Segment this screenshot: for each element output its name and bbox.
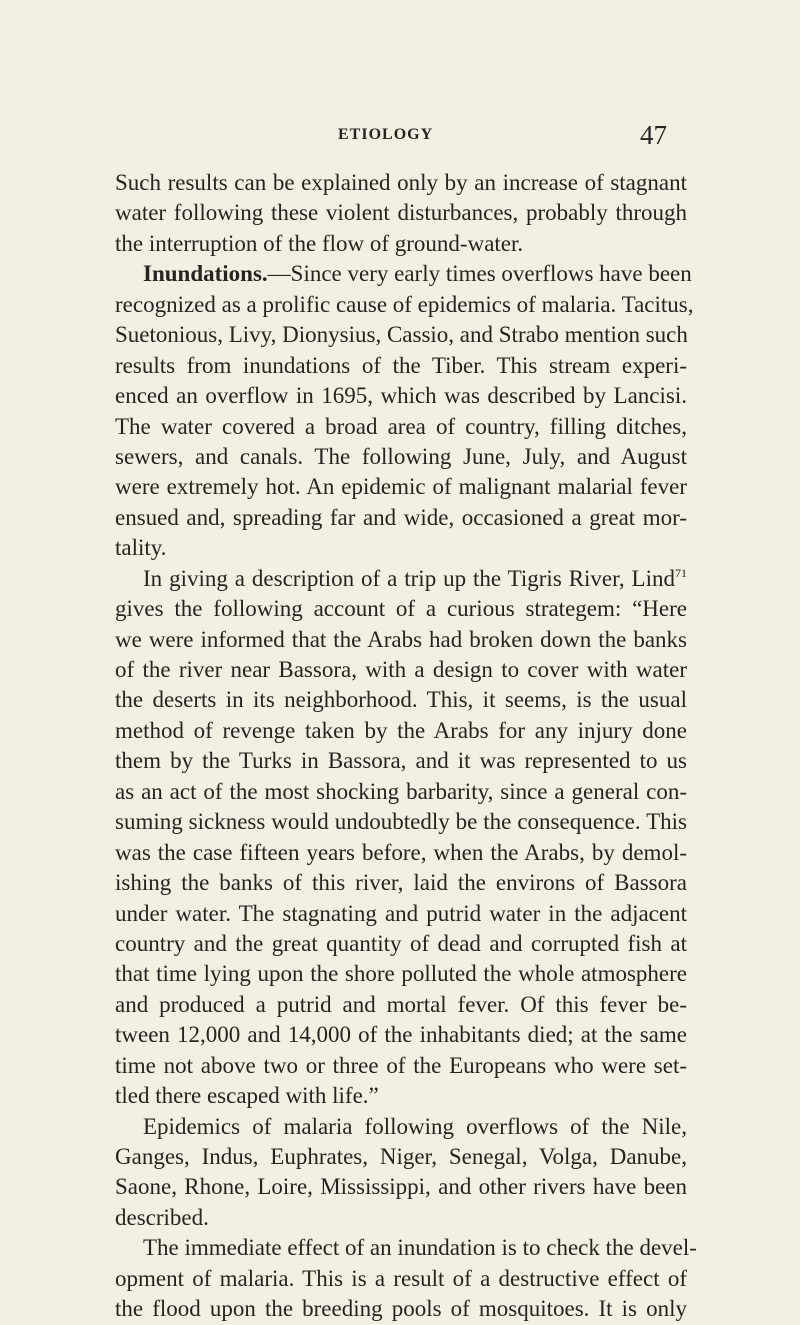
text-line: the deserts in its neighborhood. This, it seems, is the usual	[115, 687, 687, 713]
text-line: enced an overflow in 1695, which was described by Lancisi.	[115, 383, 687, 409]
text-line: tality.	[115, 535, 167, 561]
text-line: sewers, and canals. The following June, July, and August	[115, 443, 687, 469]
section-heading: Inundations.	[143, 261, 268, 287]
text-line: of the river near Bassora, with a design to cover with water	[115, 657, 687, 682]
text-line: suming sickness would undoubtedly be the consequence. This	[115, 809, 687, 835]
text-line: water following these violent disturbances, probably through	[115, 200, 687, 226]
text-line: opment of malaria. This is a result of a destructive effect of	[115, 1265, 687, 1291]
page-number: 47	[640, 120, 667, 150]
text-line: tled there escaped with life.”	[115, 1083, 379, 1109]
text-line: results from inundations of the Tiber. This stream experi-	[115, 352, 687, 378]
text-line: were extremely hot. An epidemic of malignant malarial fever	[115, 474, 687, 500]
text-line: Ganges, Indus, Euphrates, Niger, Senegal, Volga, Danube,	[115, 1144, 687, 1169]
text-line: recognized as a prolific cause of epidemics of malaria. Tacitus,	[115, 291, 694, 317]
text-line: The water covered a broad area of country, filling ditches,	[115, 413, 687, 439]
text-line: we were informed that the Arabs had broken down the banks	[115, 626, 687, 652]
text-line: described.	[115, 1204, 209, 1230]
text-line: and produced a putrid and mortal fever. Of this fever be-	[115, 991, 687, 1017]
body-text	[115, 168, 697, 1325]
footnote-reference: 71	[675, 565, 687, 580]
text-line: under water. The stagnating and putrid water in the adjacent	[115, 900, 687, 926]
text-line: the flood upon the breeding pools of mosquitoes. It is only	[115, 1296, 687, 1322]
text-line: tween 12,000 and 14,000 of the inhabitants died; at the same	[115, 1022, 687, 1048]
text-line: the interruption of the flow of ground-water.	[115, 230, 524, 256]
text-line: Saone, Rhone, Loire, Mississippi, and other rivers have been	[115, 1174, 687, 1200]
text-line: method of revenge taken by the Arabs for any injury done	[115, 717, 687, 743]
text-line: gives the following account of a curious strategem: “Here	[115, 596, 687, 622]
text-line: Such results can be explained only by an increase of stagnant	[115, 170, 687, 195]
text-line: Suetonious, Livy, Dionysius, Cassio, and Strabo mention such	[115, 322, 688, 348]
text-line: time not above two or three of the Europeans who were set-	[115, 1052, 687, 1078]
text-line: that time lying upon the shore polluted the whole atmosphere	[115, 961, 687, 987]
text-line: was the case fifteen years before, when the Arabs, by demol-	[115, 839, 687, 865]
text-line: as an act of the most shocking barbarity, since a general con-	[115, 778, 687, 804]
text-line-rest: —Since very early times overflows have been	[267, 261, 692, 287]
text-line: them by the Turks in Bassora, and it was represented to us	[115, 748, 687, 774]
text-line	[115, 564, 687, 594]
text-line	[115, 259, 692, 289]
text-line: The immediate effect of an inundation is to check the devel-	[143, 1235, 697, 1261]
running-title: ETIOLOGY	[338, 126, 434, 143]
text-line-main: In giving a description of a trip up the Tigris River, Lind	[143, 565, 675, 591]
running-head	[0, 120, 800, 160]
text-line: country and the great quantity of dead and corrupted fish at	[115, 930, 687, 956]
text-line: ensued and, spreading far and wide, occasioned a great mor-	[115, 504, 687, 530]
text-line: Epidemics of malaria following overflows of the Nile,	[143, 1113, 687, 1139]
text-line: ishing the banks of this river, laid the environs of Bassora	[115, 870, 687, 896]
